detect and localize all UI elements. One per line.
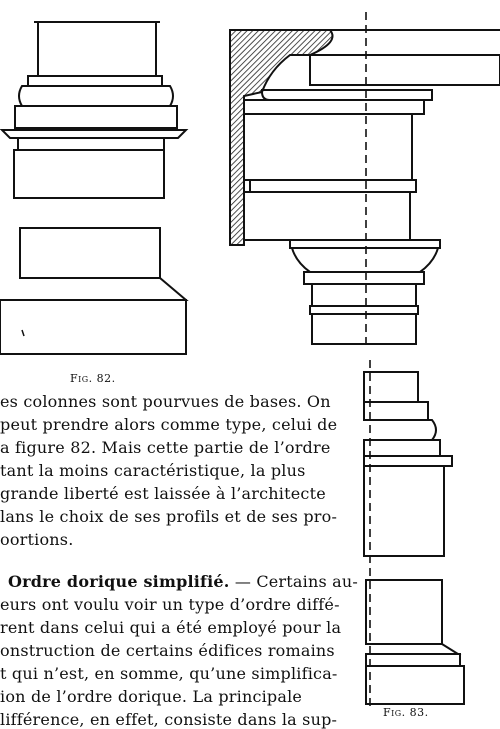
- paragraph-line: es colonnes sont pourvues de bases. On: [0, 392, 331, 411]
- paragraph-line: peut prendre alors comme type, celui de: [0, 415, 338, 434]
- paragraph-line: grande liberté est laissée à l’architecte: [0, 484, 326, 503]
- paragraph-line: — Certains au-: [229, 572, 359, 591]
- section-heading: Ordre dorique simplifié.: [8, 572, 230, 591]
- fig82-caption: Fig. 82.: [70, 372, 116, 385]
- paragraph-line: eurs ont voulu voir un type d’ordre diffé-: [0, 595, 340, 614]
- paragraph-line: oortions.: [0, 530, 74, 549]
- paragraph-line: ion de l’ordre dorique. La principale: [0, 687, 303, 706]
- fig83-upper-drawing: [230, 30, 500, 344]
- fig82-drawing: [0, 22, 186, 354]
- paragraph-line: rent dans celui qui a été employé pour la: [0, 618, 342, 637]
- paragraph-line: lifférence, en effet, consiste dans la sup-: [0, 710, 338, 729]
- paragraph-line: lans le choix de ses profils et de ses pro-: [0, 507, 338, 526]
- section-heading-line: [8, 572, 358, 591]
- paragraph-line: t qui n’est, en somme, qu’une simplifica-: [0, 664, 338, 683]
- paragraph-line: a figure 82. Mais cette partie de l’ordre: [0, 438, 331, 457]
- fig83-lower-drawing: [364, 372, 464, 704]
- paragraph-line: onstruction de certains édifices romains: [0, 641, 335, 660]
- paragraph-line: tant la moins caractéristique, la plus: [0, 461, 306, 480]
- fig83-caption: Fig. 83.: [383, 706, 429, 719]
